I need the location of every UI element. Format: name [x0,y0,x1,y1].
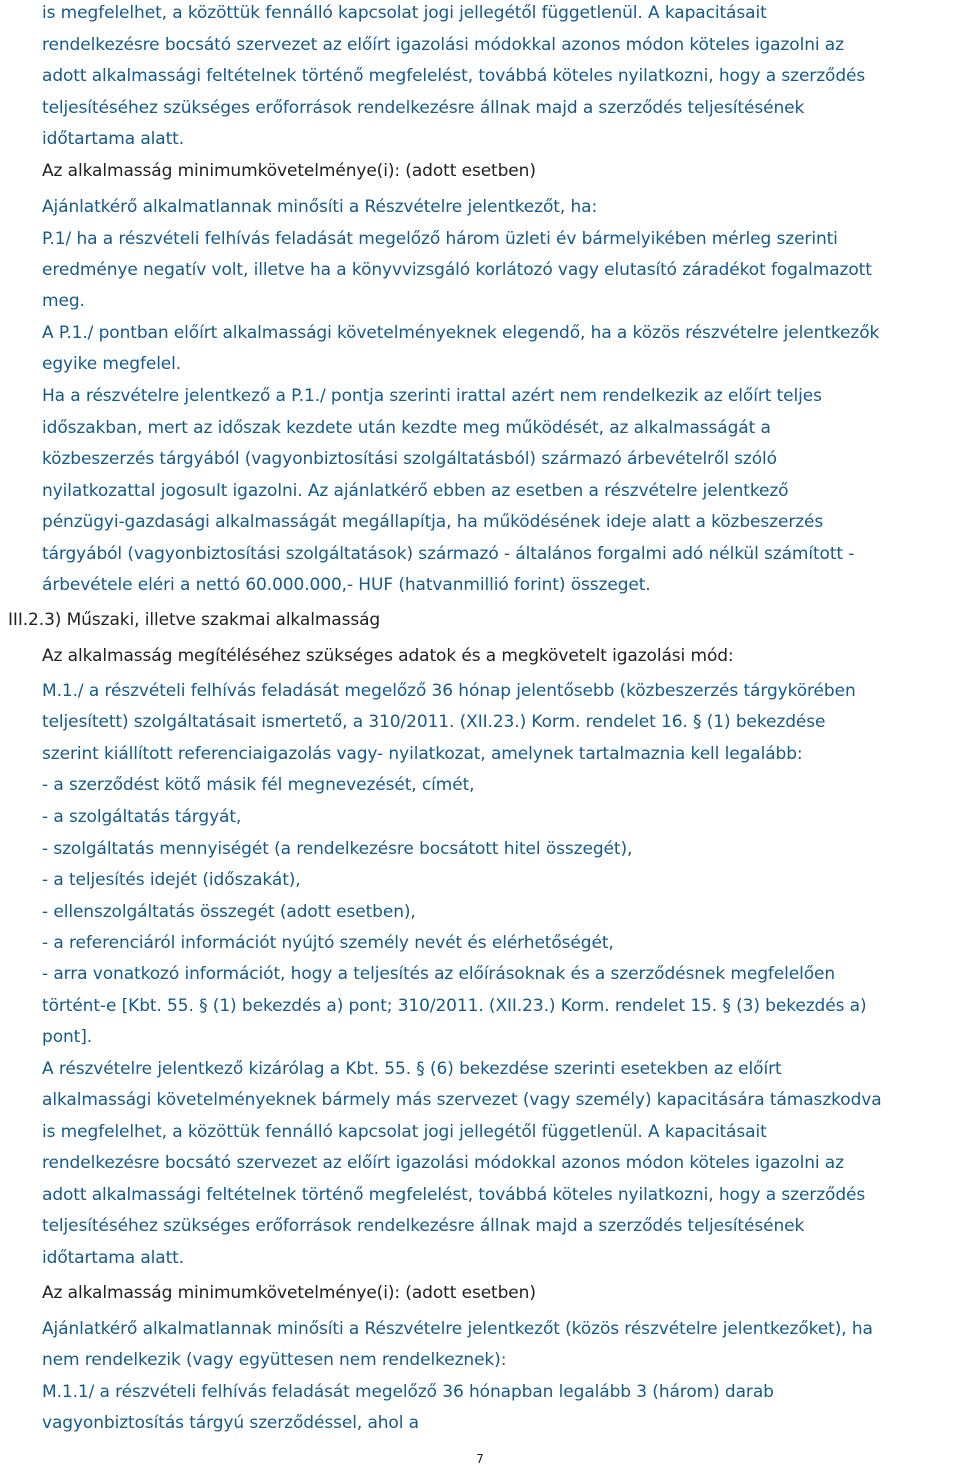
text-line: teljesített) szolgáltatásait ismertető, a 310/2011. (XII.23.) Korm. rendelet 16. § (1) bekezdése [42,712,826,732]
text-line: időtartama alatt. [42,129,185,149]
text-line: Az alkalmasság minimumkövetelménye(i): (adott esetben) [42,1283,536,1303]
text-line: Az alkalmasság minimumkövetelménye(i): (adott esetben) [42,161,536,181]
text-line: A P.1./ pontban előírt alkalmassági követelményeknek elegendő, ha a közös részvételre jelentkezők [42,323,880,343]
text-line: pénzügyi-gazdasági alkalmasságát megállapítja, ha működésének ideje alatt a közbeszerzés [42,512,824,532]
text-line: is megfelelhet, a közöttük fennálló kapcsolat jogi jellegétől függetlenül. A kapacitásait [42,1122,767,1142]
text-line: Ajánlatkérő alkalmatlannak minősíti a Részvételre jelentkezőt (közös részvételre jelentkezőket), ha [42,1319,873,1339]
text-line: pont]. [42,1027,93,1047]
page-number: 7 [476,1452,484,1466]
text-line: szerint kiállított referenciaigazolás vagy- nyilatkozat, amelynek tartalmaznia kell legalább: [42,744,803,764]
text-line: Az alkalmasság megítéléséhez szükséges adatok és a megkövetelt igazolási mód: [42,646,734,666]
text-line: - szolgáltatás mennyiségét (a rendelkezésre bocsátott hitel összegét), [42,839,633,859]
text-line: Ajánlatkérő alkalmatlannak minősíti a Részvételre jelentkezőt, ha: [42,197,598,217]
text-line: rendelkezésre bocsátó szervezet az előírt igazolási módokkal azonos módon köteles igazolni az [42,35,844,55]
text-line: nyilatkozattal jogosult igazolni. Az ajánlatkérő ebben az esetben a részvételre jelentkező [42,481,789,501]
text-line: M.1./ a részvételi felhívás feladását megelőző 36 hónap jelentősebb (közbeszerzés tárgykörében [42,681,856,701]
text-line: - arra vonatkozó információt, hogy a teljesítés az előírásoknak és a szerződésnek megfelelően [42,964,836,984]
text-line: - a referenciáról információt nyújtó személy nevét és elérhetőségét, [42,933,614,953]
section-heading: III.2.3) Műszaki, illetve szakmai alkalmasság [8,610,381,630]
text-line: P.1/ ha a részvételi felhívás feladását megelőző három üzleti év bármelyikében mérleg szerinti [42,229,838,249]
text-line: árbevétele eléri a nettó 60.000.000,- HUF (hatvanmillió forint) összeget. [42,575,651,595]
text-line: tárgyából (vagyonbiztosítási szolgáltatások) származó - általános forgalmi adó nélkül számított - [42,544,855,564]
text-line: is megfelelhet, a közöttük fennálló kapcsolat jogi jellegétől függetlenül. A kapacitásait [42,3,767,23]
text-line: teljesítéséhez szükséges erőforrások rendelkezésre állnak majd a szerződés teljesítésének [42,1216,805,1236]
text-line: eredménye negatív volt, illetve ha a könyvvizsgáló korlátozó vagy elutasító záradékot fogalmazott [42,260,872,280]
text-line: - a szolgáltatás tárgyát, [42,807,242,827]
text-line: rendelkezésre bocsátó szervezet az előírt igazolási módokkal azonos módon köteles igazolni az [42,1153,844,1173]
text-line: - ellenszolgáltatás összegét (adott esetben), [42,902,416,922]
text-line: A részvételre jelentkező kizárólag a Kbt. 55. § (6) bekezdése szerinti esetekben az előírt [42,1059,782,1079]
text-line: nem rendelkezik (vagy együttesen nem rendelkeznek): [42,1350,507,1370]
text-line: történt-e [Kbt. 55. § (1) bekezdés a) pont; 310/2011. (XII.23.) Korm. rendelet 15. § (3) bekezdés a) [42,996,867,1016]
text-line: közbeszerzés tárgyából (vagyonbiztosítási szolgáltatásból) származó árbevételről szóló [42,449,777,469]
text-line: adott alkalmassági feltételnek történő megfelelést, továbbá köteles nyilatkozni, hogy a szerződés [42,1185,866,1205]
text-line: Ha a részvételre jelentkező a P.1./ pontja szerinti irattal azért nem rendelkezik az előírt teljes [42,386,822,406]
text-line: adott alkalmassági feltételnek történő megfelelést, továbbá köteles nyilatkozni, hogy a szerződés [42,66,866,86]
text-line: egyike megfelel. [42,354,182,374]
text-line: időtartama alatt. [42,1248,185,1268]
text-line: - a szerződést kötő másik fél megnevezését, címét, [42,775,475,795]
text-line: vagyonbiztosítás tárgyú szerződéssel, ahol a [42,1413,419,1433]
text-line: meg. [42,291,85,311]
text-line: - a teljesítés idejét (időszakát), [42,870,301,890]
text-line: M.1.1/ a részvételi felhívás feladását megelőző 36 hónapban legalább 3 (három) darab [42,1382,774,1402]
text-line: időszakban, mert az időszak kezdete után kezdte meg működését, az alkalmasságát a [42,418,771,438]
text-line: alkalmassági követelményeknek bármely más szervezet (vagy személy) kapacitására támaszkodva [42,1090,882,1110]
text-line: teljesítéséhez szükséges erőforrások rendelkezésre állnak majd a szerződés teljesítésének [42,98,805,118]
